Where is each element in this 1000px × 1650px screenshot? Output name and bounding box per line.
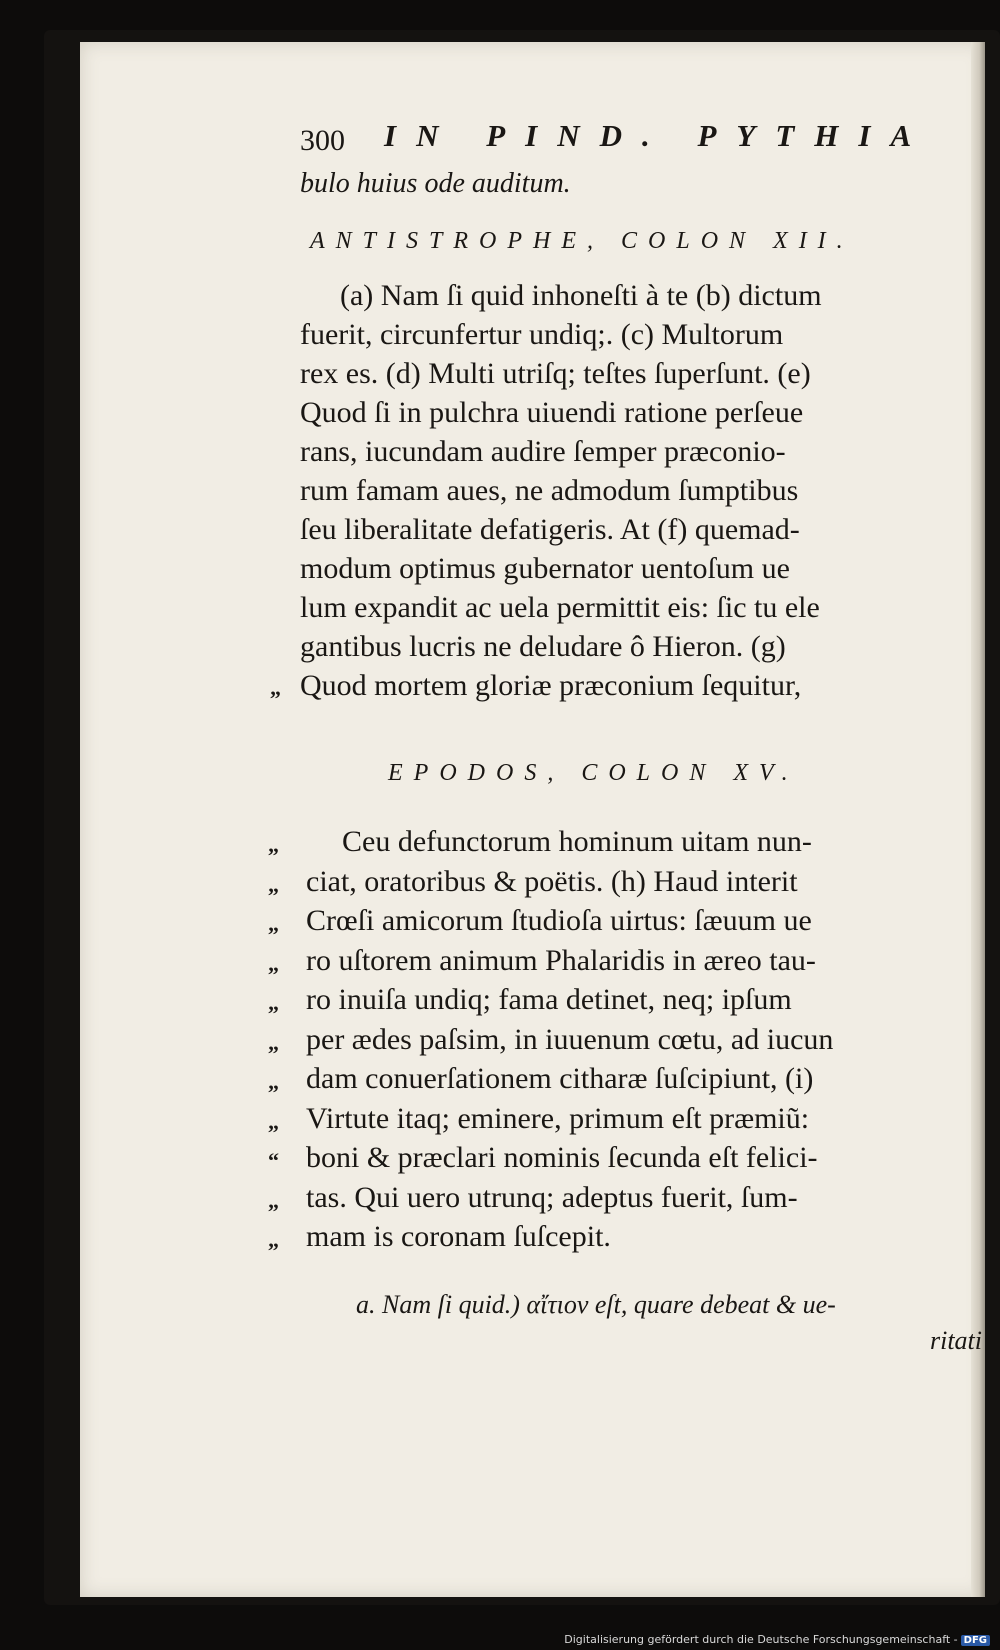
commentary-footnote	[300, 1290, 982, 1356]
text-line: (a) Nam ſi quid inhoneſti à te (b) dictum	[340, 279, 822, 312]
quotation-mark: „	[270, 675, 281, 700]
footnote-line: ritati	[929, 1326, 982, 1355]
text-line: rans, iucundam audire ſemper præconio-	[300, 435, 786, 468]
quoted-line	[268, 1020, 976, 1060]
text-line: fuerit, circunfertur undiq;. (c) Multorum	[300, 318, 784, 351]
quoted-line-text: dam conuerſationem citharæ ſuſcipiunt, (i)	[306, 1062, 814, 1095]
dfg-logo: DFG	[961, 1635, 990, 1646]
quoted-line-text: ro inuiſa undiq; fama detinet, neq; ipſum	[306, 983, 792, 1016]
quoted-line-text: Virtute itaq; eminere, primum eſt præmiũ:	[306, 1101, 810, 1135]
quotation-mark: „	[268, 1029, 279, 1055]
quoted-line-text: mam is coronam ſuſcepit.	[306, 1220, 611, 1253]
quoted-line	[268, 822, 976, 862]
text-line: rum famam aues, ne admodum ſumptibus	[300, 474, 799, 507]
quoted-line	[268, 1178, 976, 1218]
text-line: gantibus lucris ne deludare ô Hieron. (g)	[300, 630, 786, 663]
text-line: lum expandit ac uela permittit eis: ſic tu ele	[300, 591, 820, 624]
quoted-line-text: ro uſtorem animum Phalaridis in æreo tau-	[306, 943, 816, 977]
quoted-line-text: Ceu defunctorum hominum uitam nun-	[342, 825, 812, 858]
quoted-line	[268, 1138, 976, 1178]
quoted-line	[268, 980, 976, 1020]
quoted-line-text: ciat, oratoribus & poëtis. (h) Haud interit	[306, 864, 798, 898]
quoted-line	[268, 1217, 976, 1257]
page-header	[300, 118, 940, 168]
quotation-mark: „	[268, 950, 279, 976]
epodos-quoted-text	[268, 822, 976, 1257]
quotation-mark: „	[268, 990, 279, 1015]
digitization-credit	[564, 1633, 990, 1646]
quotation-mark: „	[268, 1227, 279, 1252]
quotation-mark: „	[268, 1069, 279, 1094]
text-line: modum optimus gubernator uentoſum ue	[300, 552, 790, 585]
quotation-mark: „	[268, 832, 279, 857]
quoted-line	[268, 901, 976, 941]
quoted-line	[268, 941, 976, 981]
quoted-line	[268, 1099, 976, 1139]
footnote-line: a. Nam ſi quid.) αἴτιον eſt, quare debeat & ue-	[356, 1290, 836, 1319]
epodos-heading: EPODOS, COLON XV.	[388, 760, 799, 786]
antistrophe-heading: ANTISTROPHE, COLON XII.	[310, 228, 854, 254]
quoted-line-text: tas. Qui uero utrunq; adeptus fuerit, ſum-	[306, 1180, 798, 1214]
page-number: 300	[300, 124, 345, 157]
quotation-mark: „	[268, 1187, 279, 1213]
quotation-mark: “	[268, 1148, 279, 1173]
carry-over-line: bulo huius ode auditum.	[300, 168, 571, 199]
antistrophe-text	[270, 276, 976, 705]
text-line	[270, 666, 976, 705]
quotation-mark: „	[268, 911, 279, 936]
quotation-mark: „	[268, 871, 279, 897]
quoted-line	[268, 1059, 976, 1099]
quotation-mark: „	[268, 1108, 279, 1134]
text-line: ſeu liberalitate defatigeris. At (f) quemad-	[300, 513, 800, 546]
text-line-content: Quod mortem gloriæ præconium ſequitur,	[300, 669, 802, 702]
credit-text: Digitalisierung gefördert durch die Deutsche Forschungsgemeinschaft -	[564, 1633, 958, 1646]
quoted-line-text: Crœſi amicorum ſtudioſa uirtus: ſæuum ue	[306, 904, 812, 937]
quoted-line-text: boni & præclari nominis ſecunda eſt felici-	[306, 1141, 818, 1174]
text-line: rex es. (d) Multi utriſq; teſtes ſuperſunt. (e)	[300, 357, 811, 390]
text-line: Quod ſi in pulchra uiuendi ratione perſeue	[300, 396, 804, 429]
quoted-line-text: per ædes paſsim, in iuuenum cœtu, ad iucun	[306, 1022, 834, 1056]
running-head: IN PIND. PYTHIA	[384, 118, 932, 153]
quoted-line	[268, 862, 976, 902]
